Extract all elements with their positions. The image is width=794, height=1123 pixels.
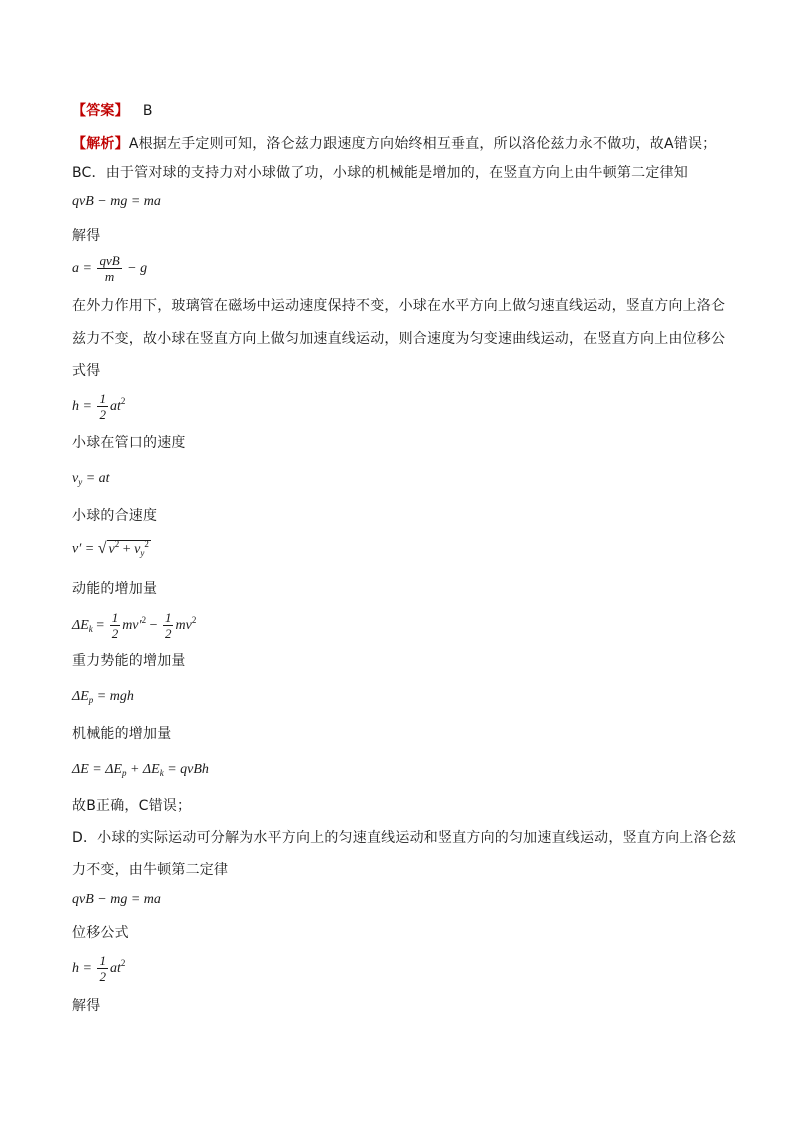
fraction-denominator: 2 bbox=[164, 626, 172, 641]
fraction-numerator: 1 bbox=[164, 610, 172, 625]
fraction-denominator: m bbox=[104, 269, 115, 284]
eq5-lhs: v′ = bbox=[72, 541, 95, 557]
eq4-rhs: = at bbox=[85, 471, 110, 486]
option-d-line-2: 力不变，由牛顿第二定律 bbox=[72, 862, 229, 878]
eq6-mid: mv′ bbox=[122, 618, 142, 634]
equation-kinetic-energy: $\Delta E_k$ = $\frac{1}{2}$ $mv'^2$ − $\frac{1}{2}$ $mv^2$ bbox=[72, 610, 197, 641]
equation-potential-energy: $\Delta E_p$ = mgh bbox=[72, 689, 134, 705]
fraction-numerator: 1 bbox=[99, 953, 106, 968]
fraction-half bbox=[97, 392, 108, 422]
equation-resultant-velocity bbox=[72, 540, 151, 558]
option-d-line-1: D．小球的实际运动可分解为水平方向上的匀速直线运动和竖直方向的匀加速直线运动，竖直方向上洛仑兹 bbox=[72, 830, 737, 846]
equation-newton-2: qvB − mg = ma bbox=[72, 892, 161, 907]
eq6-lhs: ΔE bbox=[72, 618, 89, 634]
paragraph-line-2: 兹力不变，故小球在竖直方向上做匀加速直线运动，则合速度为匀变速曲线运动，在竖直方向上由位移公 bbox=[72, 331, 726, 347]
eq7-rhs: = mgh bbox=[96, 689, 134, 704]
eq3-lhs: h = bbox=[72, 399, 92, 415]
eq7-lhs: ΔE bbox=[72, 689, 89, 704]
eq10-lhs: h = bbox=[72, 961, 92, 977]
answer-line bbox=[72, 102, 153, 120]
fraction-denominator: 2 bbox=[111, 626, 119, 641]
fraction-denominator: 2 bbox=[99, 969, 106, 984]
fraction-numerator: qvB bbox=[99, 253, 120, 268]
eq10-tail: at bbox=[109, 961, 121, 977]
analysis-label: 【解析】 bbox=[72, 136, 129, 152]
fraction-denominator: 2 bbox=[99, 407, 106, 422]
conclusion-bc: 故B正确，C错误； bbox=[72, 798, 192, 814]
answer-value: B bbox=[142, 103, 153, 119]
text-potential-energy-increase: 重力势能的增加量 bbox=[72, 653, 186, 669]
analysis-text-1: A根据左手定则可知，洛仑兹力跟速度方向始终相互垂直，所以洛伦兹力永不做功，故A错误； bbox=[128, 136, 717, 152]
equation-newton-1: qvB − mg = ma bbox=[72, 194, 161, 209]
equation-displacement-2: h = $\frac{1}{2}$ $at^2$ bbox=[72, 953, 126, 984]
fraction-half-b bbox=[163, 611, 174, 641]
fraction-qvb-over-m bbox=[97, 254, 121, 284]
eq8-lhs: ΔE = ΔE bbox=[72, 762, 122, 777]
square-root: √ $v^2 + v_y^2$ bbox=[97, 539, 149, 558]
text-solve-2: 解得 bbox=[72, 998, 101, 1014]
eq8-plus: + ΔE bbox=[129, 762, 160, 777]
text-mechanical-energy-increase: 机械能的增加量 bbox=[72, 726, 172, 742]
equation-displacement-1: h = $\frac{1}{2}$ $at^2$ bbox=[72, 391, 126, 422]
paragraph-line-3: 式得 bbox=[72, 363, 101, 379]
text-kinetic-energy-increase: 动能的增加量 bbox=[72, 581, 158, 597]
equation-vy: $v_y$ = at bbox=[72, 471, 110, 487]
analysis-line-2: BC．由于管对球的支持力对小球做了功，小球的机械能是增加的，在竖直方向上由牛顿第二定律知 bbox=[72, 165, 688, 181]
eq6-mid2: mv bbox=[175, 618, 192, 634]
text-resultant-velocity: 小球的合速度 bbox=[72, 508, 158, 524]
analysis-line-1 bbox=[72, 135, 716, 153]
equation-acceleration bbox=[72, 254, 147, 284]
text-velocity-mouth: 小球在管口的速度 bbox=[72, 435, 186, 451]
eq2-tail: − g bbox=[127, 261, 148, 277]
fraction-half-a bbox=[110, 611, 121, 641]
text-displacement-formula: 位移公式 bbox=[72, 925, 129, 941]
fraction-numerator: 1 bbox=[111, 610, 119, 625]
fraction-half-c bbox=[97, 954, 108, 984]
eq8-rhs: = qvBh bbox=[167, 762, 209, 777]
paragraph-line-1: 在外力作用下，玻璃管在磁场中运动速度保持不变，小球在水平方向上做匀速直线运动，竖直方向上洛仑 bbox=[72, 298, 726, 314]
answer-label: 【答案】 bbox=[72, 103, 129, 119]
text-solve-1: 解得 bbox=[72, 228, 101, 244]
equation-mechanical-energy: $\Delta E = \Delta E_p + \Delta E_k$ = qvBh bbox=[72, 762, 209, 778]
fraction-numerator: 1 bbox=[99, 391, 106, 406]
eq2-lhs: a = bbox=[72, 261, 92, 277]
eq3-tail: at bbox=[109, 399, 121, 415]
